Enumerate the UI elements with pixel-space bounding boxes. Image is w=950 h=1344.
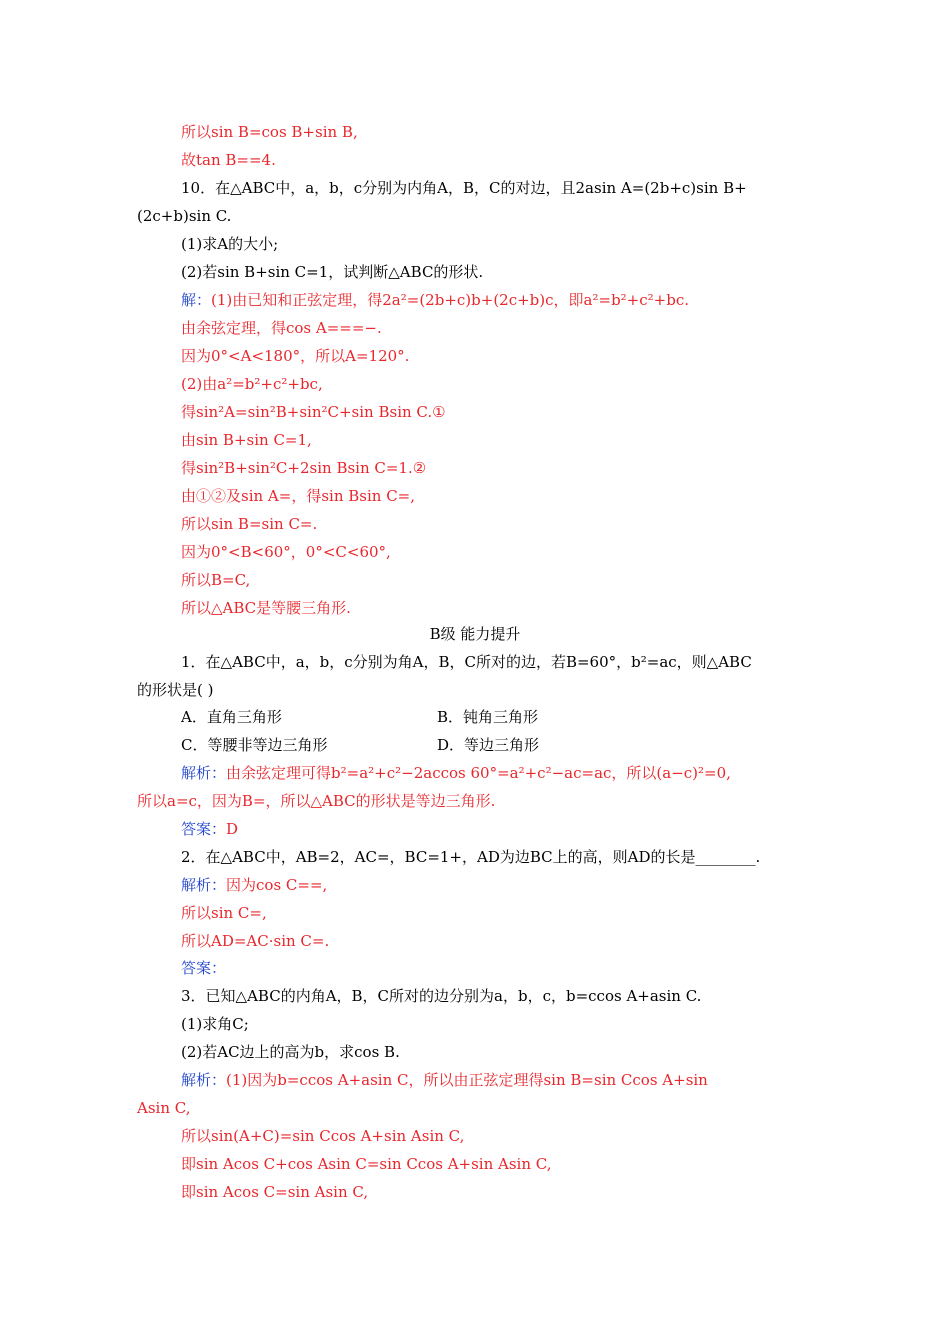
- text-line: 因为0°<A<180°，所以A=120°.: [181, 347, 410, 365]
- question-10-stem-cont: (2c+b)sin C.: [137, 207, 232, 225]
- question-10-part2: (2)若sin B+sin C=1，试判断△ABC的形状.: [181, 263, 484, 281]
- analysis-text: 所以sin(A+C)=sin Ccos A+sin Asin C,: [181, 1127, 465, 1145]
- analysis-label: 解析：: [181, 764, 227, 782]
- analysis-line: [181, 875, 327, 895]
- analysis-line: [181, 1070, 708, 1090]
- analysis-text: 所以sin C=,: [181, 904, 267, 922]
- analysis-line: [181, 763, 731, 783]
- text-line: 所以sin B=sin C=.: [181, 515, 318, 533]
- option-c: C．等腰非等边三角形: [181, 736, 328, 754]
- analysis-text: 由余弦定理可得b²=a²+c²−2accos 60°=a²+c²−ac=ac，所以(a−c)²=0,: [226, 764, 731, 782]
- text-line: 由①②及sin A=，得sin Bsin C=,: [181, 487, 416, 505]
- text-line: (2)由a²=b²+c²+bc,: [181, 375, 323, 393]
- question-3-part2: (2)若AC边上的高为b，求cos B.: [181, 1043, 400, 1061]
- section-title: B级 能力提升: [429, 625, 521, 643]
- text-line: 由余弦定理，得cos A===−.: [181, 319, 382, 337]
- question-3-part1: (1)求角C;: [181, 1015, 249, 1033]
- solution-line: [181, 290, 689, 310]
- question-1-stem: 1．在△ABC中，a，b，c分别为角A，B，C所对的边，若B=60°，b²=ac，则△ABC: [181, 653, 752, 671]
- text-line: 所以sin B=cos B+sin B,: [181, 123, 358, 141]
- option-b: B．钝角三角形: [437, 708, 539, 726]
- text-line: 得sin²B+sin²C+2sin Bsin C=1.②: [181, 459, 427, 477]
- analysis-text: (1)因为b=ccos A+asin C，所以由正弦定理得sin B=sin Ccos A+sin: [226, 1071, 708, 1089]
- analysis-label: 解析：: [181, 876, 227, 894]
- question-2-stem: 2．在△ABC中，AB=2，AC=，BC=1+，AD为边BC上的高，则AD的长是________.: [181, 848, 761, 866]
- question-3-stem: 3．已知△ABC的内角A，B，C所对的边分别为a，b，c，b=ccos A+asin C.: [181, 987, 702, 1005]
- analysis-text: 即sin Acos C+cos Asin C=sin Ccos A+sin Asin C,: [181, 1155, 552, 1173]
- answer-label: 答案：: [181, 820, 227, 838]
- analysis-label: 解析：: [181, 1071, 227, 1089]
- analysis-text-cont: 所以a=c，因为B=，所以△ABC的形状是等边三角形.: [137, 792, 496, 810]
- text-line: 由sin B+sin C=1,: [181, 431, 312, 449]
- text-line: 所以B=C,: [181, 571, 251, 589]
- question-10-part1: (1)求A的大小;: [181, 235, 279, 253]
- question-10-stem: 10．在△ABC中，a，b，c分别为内角A，B，C的对边，且2asin A=(2b+c)sin B+: [181, 179, 747, 197]
- analysis-text-cont: Asin C,: [137, 1099, 191, 1117]
- analysis-text: 所以AD=AC·sin C=.: [181, 932, 330, 950]
- answer-label: 答案：: [181, 959, 227, 977]
- question-1-stem-cont: 的形状是( ): [137, 681, 214, 699]
- text-line: 所以△ABC是等腰三角形.: [181, 599, 351, 617]
- text-line: 得sin²A=sin²B+sin²C+sin Bsin C.①: [181, 403, 446, 421]
- text-line: 因为0°<B<60°，0°<C<60°,: [181, 543, 391, 561]
- solution-text: (1)由已知和正弦定理，得2a²=(2b+c)b+(2c+b)c，即a²=b²+c²+bc.: [211, 291, 690, 309]
- analysis-text: 即sin Acos C=sin Asin C,: [181, 1183, 369, 1201]
- answer-value: D: [226, 820, 239, 838]
- text-line: 故tan B==4.: [181, 151, 276, 169]
- solution-label: 解：: [181, 291, 212, 309]
- option-a: A．直角三角形: [181, 708, 282, 726]
- analysis-text: 因为cos C==,: [226, 876, 328, 894]
- answer-line: [181, 819, 238, 839]
- option-d: D．等边三角形: [437, 736, 540, 754]
